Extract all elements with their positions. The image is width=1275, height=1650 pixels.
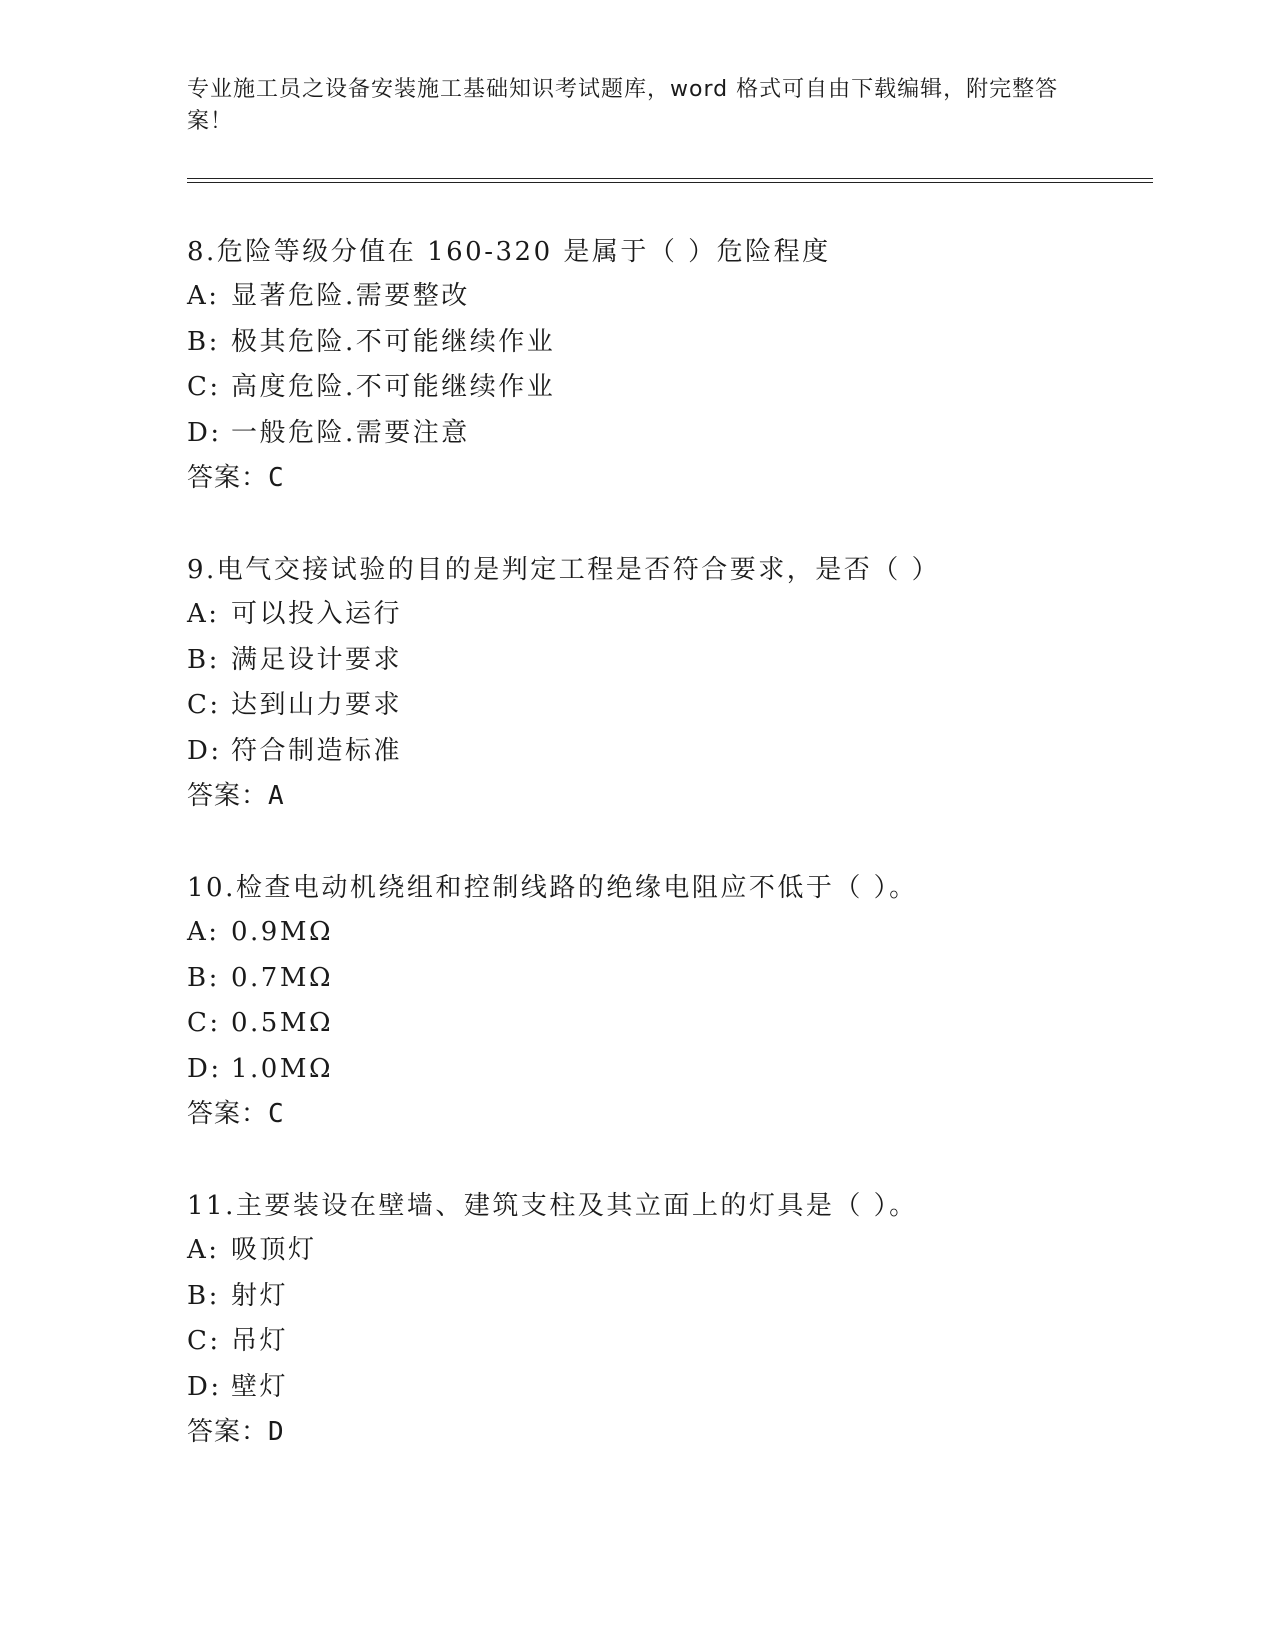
header-divider-bottom — [187, 182, 1153, 183]
question-8 — [187, 230, 1147, 502]
question-9 — [187, 548, 1147, 820]
option-key: A: — [187, 281, 220, 311]
option-key: C: — [187, 1008, 221, 1038]
option-key: B: — [187, 644, 220, 675]
option-b — [187, 320, 1147, 366]
option-c — [187, 683, 1147, 729]
option-a — [187, 910, 1147, 956]
option-text: 可以投入运行 — [231, 599, 403, 629]
option-text: 达到山力要求 — [231, 690, 403, 720]
option-key: B: — [187, 326, 220, 357]
option-d — [187, 729, 1147, 775]
option-d — [187, 1365, 1147, 1411]
question-10 — [187, 866, 1147, 1138]
option-key: D: — [187, 1371, 222, 1402]
option-text: 射灯 — [231, 1280, 289, 1311]
option-text: 一般危险.需要注意 — [231, 417, 470, 448]
option-text: 符合制造标准 — [231, 735, 403, 766]
question-stem: 11.主要装设在壁墙、建筑支柱及其立面上的灯具是（ ）。 — [187, 1191, 918, 1221]
question-stem: 8.危险等级分值在 160-320 是属于（ ）危险程度 — [187, 237, 831, 267]
option-key: C: — [187, 1326, 221, 1356]
question-stem: 9.电气交接试验的目的是判定工程是否符合要求，是否（ ） — [187, 555, 941, 585]
option-a — [187, 592, 1147, 638]
option-key: C: — [187, 372, 221, 402]
option-text: 满足设计要求 — [231, 644, 403, 675]
header-text: 专业施工员之设备安装施工基础知识考试题库，word 格式可自由下载编辑，附完整答案！ — [187, 77, 1059, 134]
option-text: 极其危险.不可能继续作业 — [231, 326, 556, 357]
option-key: D: — [187, 735, 222, 766]
option-d — [187, 411, 1147, 457]
option-c — [187, 1001, 1147, 1047]
option-key: D: — [187, 417, 222, 448]
option-text: 吊灯 — [231, 1326, 289, 1356]
question-11 — [187, 1184, 1147, 1456]
option-b — [187, 638, 1147, 684]
option-key: A: — [187, 1235, 220, 1265]
option-text: 1.0MΩ — [231, 1053, 334, 1084]
option-key: A: — [187, 917, 220, 947]
option-text: 0.7MΩ — [231, 962, 334, 993]
option-text: 0.5MΩ — [231, 1008, 334, 1038]
option-key: B: — [187, 962, 220, 993]
answer: 答案：C — [187, 463, 285, 493]
option-b — [187, 956, 1147, 1002]
option-text: 0.9MΩ — [231, 917, 334, 947]
option-d — [187, 1047, 1147, 1093]
option-text: 显著危险.需要整改 — [231, 281, 470, 311]
option-text: 高度危险.不可能继续作业 — [231, 372, 556, 402]
document-header — [187, 74, 1067, 138]
option-key: C: — [187, 690, 221, 720]
answer: 答案：D — [187, 1417, 285, 1447]
answer: 答案：C — [187, 1099, 285, 1129]
option-c — [187, 1319, 1147, 1365]
option-b — [187, 1274, 1147, 1320]
option-a — [187, 274, 1147, 320]
option-text: 壁灯 — [231, 1371, 289, 1402]
option-key: D: — [187, 1053, 222, 1084]
option-text: 吸顶灯 — [231, 1235, 317, 1265]
option-key: A: — [187, 599, 220, 629]
option-a — [187, 1228, 1147, 1274]
question-stem: 10.检查电动机绕组和控制线路的绝缘电阻应不低于（ ）。 — [187, 873, 918, 903]
answer: 答案：A — [187, 781, 285, 811]
option-key: B: — [187, 1280, 220, 1311]
header-divider-top — [187, 178, 1153, 179]
option-c — [187, 365, 1147, 411]
